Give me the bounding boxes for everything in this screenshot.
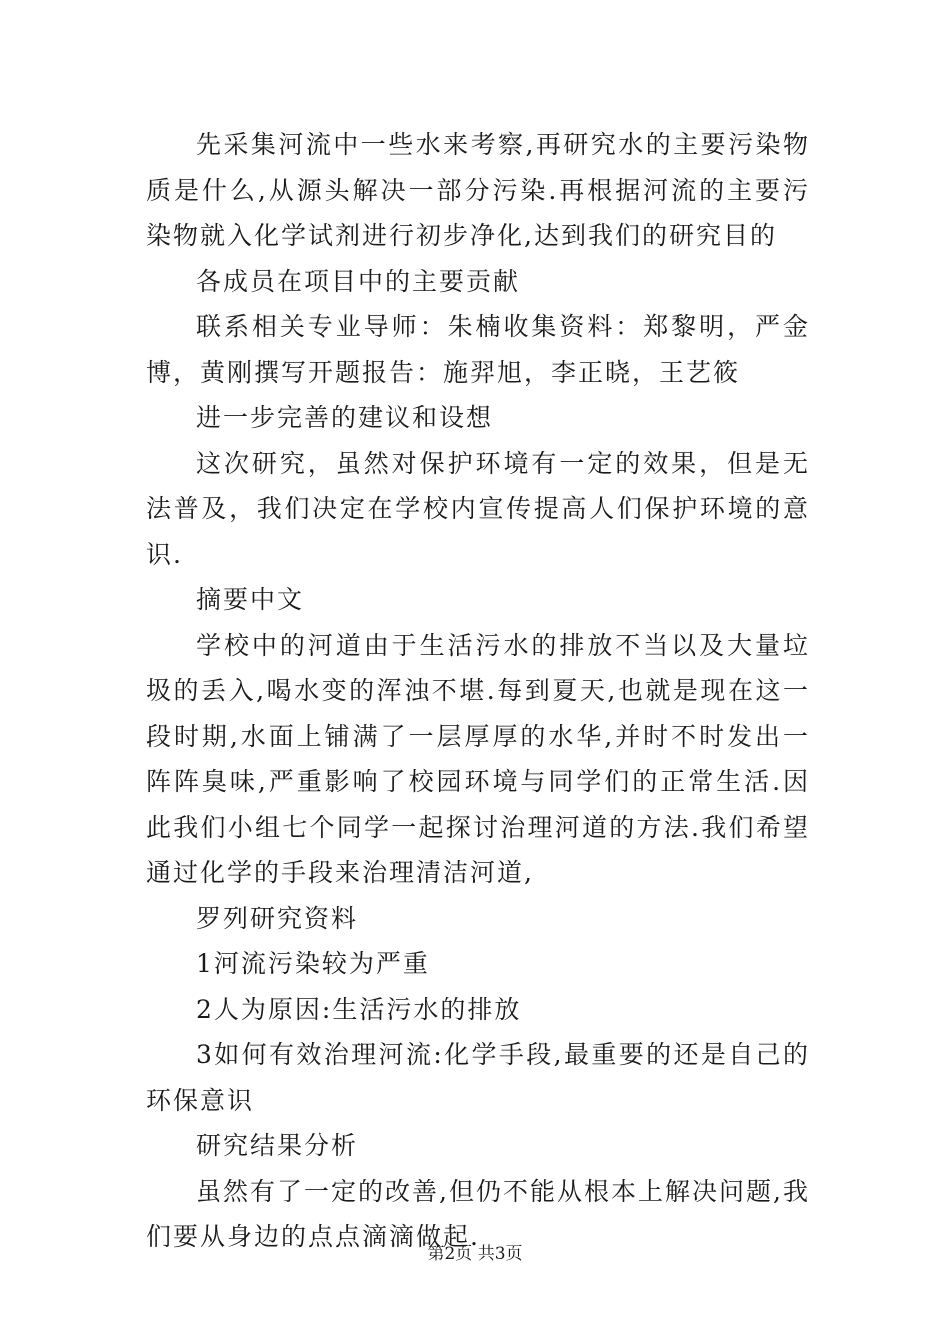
paragraph-result-analysis: 虽然有了一定的改善,但仍不能从根本上解决问题,我们要从身边的点点滴滴做起. — [146, 1176, 810, 1251]
paragraph-suggestions: 这次研究，虽然对保护环境有一定的效果，但是无法普及，我们决定在学校内宣传提高人们保护环境的意识. — [146, 448, 810, 569]
paragraph-method: 先采集河流中一些水来考察,再研究水的主要污染物质是什么,从源头解决一部分污染.再根据河流的主要污染物就入化学试剂进行初步净化,达到我们的研究目的 — [146, 130, 810, 250]
heading-abstract: 摘要中文 — [196, 585, 305, 614]
document-body — [146, 122, 810, 1260]
heading-research-materials: 罗列研究资料 — [196, 903, 359, 933]
list-item-3: 3如何有效治理河流:化学手段,最重要的还是自己的环保意识 — [146, 1040, 810, 1115]
list-item-2: 2人为原因:生活污水的排放 — [196, 994, 522, 1024]
heading-member-contributions: 各成员在项目中的主要贡献 — [196, 266, 521, 296]
list-item-1: 1河流污染较为严重 — [196, 949, 430, 978]
paragraph-abstract: 学校中的河道由于生活污水的排放不当以及大量垃圾的丢入,喝水变的浑浊不堪.每到夏天,也就是现在这一段时期,水面上铺满了一层厚厚的水华,并时不时发出一阵阵臭味,严重影响了校园环境与同学们的正常生活.因此我们小组七个同学一起探讨治理河道的方法.我们希望通过化学的手段来治理清洁河道, — [146, 630, 810, 887]
heading-suggestions: 进一步完善的建议和设想 — [196, 403, 494, 432]
heading-result-analysis: 研究结果分析 — [196, 1131, 359, 1160]
page-number-footer: 第2页 共3页 — [427, 1244, 523, 1264]
paragraph-member-contributions: 联系相关专业导师：朱楠收集资料：郑黎明，严金博，黄刚撰写开题报告：施羿旭，李正晓，王艺筱 — [146, 312, 810, 387]
